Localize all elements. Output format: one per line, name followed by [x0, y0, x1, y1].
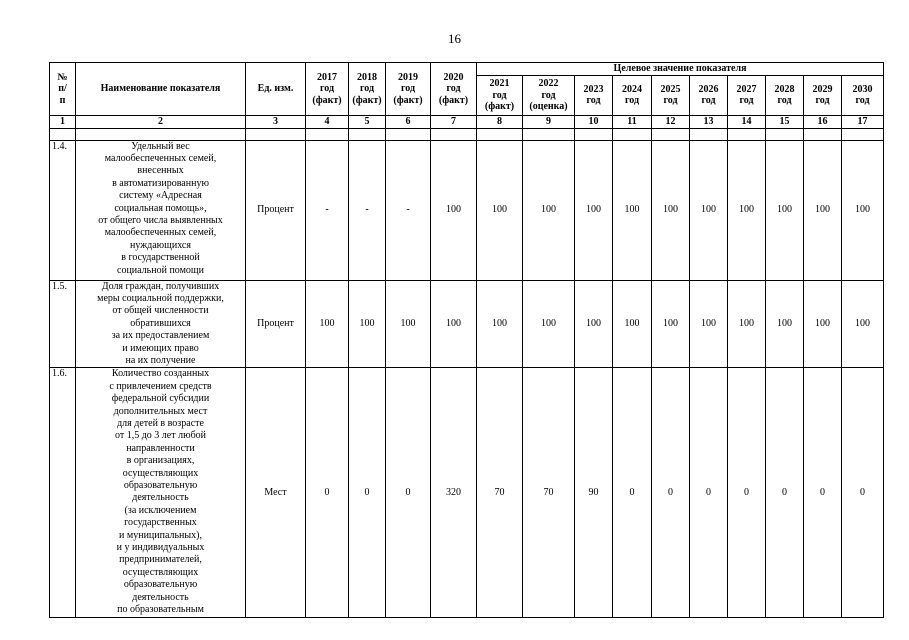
- value-cell: -: [386, 140, 431, 280]
- value-cell: 100: [728, 280, 766, 368]
- indicator-name-line: предпринимателей,: [119, 554, 202, 566]
- indicator-name-line: образовательную: [123, 579, 198, 591]
- value-cell: 0: [652, 368, 690, 618]
- indicator-name-line: социальная помощь»,: [114, 202, 207, 214]
- value-cell: 90: [575, 368, 613, 618]
- value-cell: 0: [613, 368, 652, 618]
- indicator-name-line: в организациях,: [126, 455, 195, 467]
- spacer-row: [50, 128, 884, 140]
- header-year-7: 2023 год: [575, 75, 613, 116]
- column-number: 5: [349, 116, 386, 129]
- column-number: 17: [842, 116, 884, 129]
- value-cell: 100: [575, 140, 613, 280]
- value-cell: 0: [349, 368, 386, 618]
- header-year-11: 2027 год: [728, 75, 766, 116]
- indicator-name-line: нуждающихся: [130, 239, 191, 251]
- indicator-name-line: внесенных: [137, 165, 184, 177]
- value-cell: 100: [842, 140, 884, 280]
- value-cell: 100: [431, 140, 477, 280]
- header-year-14: 2030 год: [842, 75, 884, 116]
- header-year-6: 2022 год (оценка): [523, 75, 575, 116]
- value-cell: 100: [728, 140, 766, 280]
- value-cell: 100: [477, 280, 523, 368]
- indicator-name-line: осуществляющих: [122, 566, 199, 578]
- column-number: 15: [766, 116, 804, 129]
- indicator-name: [76, 280, 246, 368]
- indicator-name-line: государственных: [124, 517, 197, 529]
- value-cell: 100: [804, 280, 842, 368]
- indicator-name-line: и муниципальных),: [119, 529, 202, 541]
- indicator-name-line: и у индивидуальных: [116, 542, 205, 554]
- header-year-5: 2021 год (факт): [477, 75, 523, 116]
- indicator-name-line: за их предоставлением: [111, 330, 210, 342]
- column-number: 12: [652, 116, 690, 129]
- value-cell: 0: [728, 368, 766, 618]
- value-cell: 0: [804, 368, 842, 618]
- indicator-name-line: систему «Адресная: [119, 190, 202, 202]
- row-number: 1.6.: [50, 368, 76, 618]
- value-cell: 100: [613, 140, 652, 280]
- header-year-12: 2028 год: [766, 75, 804, 116]
- indicator-name-line: и имеющих право: [122, 342, 199, 354]
- indicator-name: [76, 368, 246, 618]
- header-name: Наименование показателя: [76, 63, 246, 116]
- header-target-group: Целевое значение показателя: [477, 63, 884, 76]
- column-number: 6: [386, 116, 431, 129]
- header-year-9: 2025 год: [652, 75, 690, 116]
- value-cell: 70: [523, 368, 575, 618]
- indicator-name-line: малообеспеченных семей,: [104, 227, 217, 239]
- value-cell: 100: [690, 280, 728, 368]
- value-cell: -: [306, 140, 349, 280]
- table-row: [50, 368, 884, 618]
- column-number: 4: [306, 116, 349, 129]
- value-cell: 100: [613, 280, 652, 368]
- header-row-top: [50, 63, 884, 76]
- indicator-name-line: от общей численности: [112, 305, 209, 317]
- indicator-name-line: направленности: [126, 442, 195, 454]
- value-cell: 100: [523, 280, 575, 368]
- value-cell: 100: [386, 280, 431, 368]
- header-year-13: 2029 год: [804, 75, 842, 116]
- indicator-name-line: по образовательным: [117, 604, 204, 616]
- indicator-name-line: обратившихся: [130, 317, 191, 329]
- value-cell: 100: [349, 280, 386, 368]
- indicator-name-line: Доля граждан, получивших: [101, 280, 220, 292]
- value-cell: 0: [690, 368, 728, 618]
- column-number: 13: [690, 116, 728, 129]
- indicator-name-line: деятельность: [132, 591, 189, 603]
- indicator-name-line: федеральной субсидии: [111, 393, 210, 405]
- indicator-name-line: в государственной: [121, 252, 200, 264]
- value-cell: 320: [431, 368, 477, 618]
- value-cell: 100: [690, 140, 728, 280]
- indicator-name-line: образовательную: [123, 480, 198, 491]
- indicator-name-line: меры социальной поддержки,: [97, 292, 224, 304]
- value-cell: 100: [804, 140, 842, 280]
- value-cell: 100: [766, 280, 804, 368]
- indicator-name-line: деятельность: [132, 492, 189, 504]
- row-number: 1.5.: [50, 280, 76, 368]
- value-cell: 100: [842, 280, 884, 368]
- value-cell: 100: [766, 140, 804, 280]
- indicator-name-line: малообеспеченных семей,: [104, 152, 217, 164]
- column-number: 2: [76, 116, 246, 129]
- indicator-name-line: в автоматизированную: [112, 177, 209, 189]
- value-cell: 0: [766, 368, 804, 618]
- indicator-name-line: для детей в возрасте: [117, 417, 204, 429]
- header-year-4: 2020 год (факт): [431, 63, 477, 116]
- indicator-name-line: социальной помощи: [117, 264, 204, 276]
- unit-cell: Процент: [246, 280, 306, 368]
- value-cell: 0: [842, 368, 884, 618]
- value-cell: 100: [575, 280, 613, 368]
- value-cell: -: [349, 140, 386, 280]
- value-cell: 0: [386, 368, 431, 618]
- value-cell: 100: [431, 280, 477, 368]
- value-cell: 100: [652, 280, 690, 368]
- header-year-1: 2017 год (факт): [306, 63, 349, 116]
- row-number: 1.4.: [50, 140, 76, 280]
- value-cell: 0: [306, 368, 349, 618]
- table-row: [50, 140, 884, 280]
- column-number: 7: [431, 116, 477, 129]
- unit-cell: Процент: [246, 140, 306, 280]
- indicator-name-line: осуществляющих: [122, 467, 199, 479]
- table-row: [50, 280, 884, 368]
- header-unit: Ед. изм.: [246, 63, 306, 116]
- indicator-name-line: дополнительных мест: [113, 405, 208, 417]
- column-number: 1: [50, 116, 76, 129]
- indicator-name-line: Количество созданных: [111, 368, 210, 380]
- column-number: 16: [804, 116, 842, 129]
- unit-cell: Мест: [246, 368, 306, 618]
- column-numbers-row: [50, 116, 884, 129]
- value-cell: 70: [477, 368, 523, 618]
- header-year-8: 2024 год: [613, 75, 652, 116]
- value-cell: 100: [477, 140, 523, 280]
- indicator-name-line: с привлечением средств: [109, 380, 212, 392]
- value-cell: 100: [306, 280, 349, 368]
- indicator-name-line: Удельный вес: [131, 140, 190, 152]
- indicator-name-line: от 1,5 до 3 лет любой: [114, 430, 207, 442]
- header-year-10: 2026 год: [690, 75, 728, 116]
- indicator-name: [76, 140, 246, 280]
- column-number: 3: [246, 116, 306, 129]
- indicator-name-line: на их получение: [125, 354, 196, 366]
- indicator-name-line: от общего числа выявленных: [98, 214, 223, 226]
- column-number: 11: [613, 116, 652, 129]
- header-year-2: 2018 год (факт): [349, 63, 386, 116]
- column-number: 8: [477, 116, 523, 129]
- column-number: 14: [728, 116, 766, 129]
- value-cell: 100: [652, 140, 690, 280]
- header-no: № п/ п: [50, 63, 76, 116]
- header-year-3: 2019 год (факт): [386, 63, 431, 116]
- indicators-table: [49, 62, 884, 618]
- column-number: 10: [575, 116, 613, 129]
- column-number: 9: [523, 116, 575, 129]
- value-cell: 100: [523, 140, 575, 280]
- indicator-name-line: (за исключением: [124, 504, 197, 516]
- page-number: 16: [448, 31, 461, 46]
